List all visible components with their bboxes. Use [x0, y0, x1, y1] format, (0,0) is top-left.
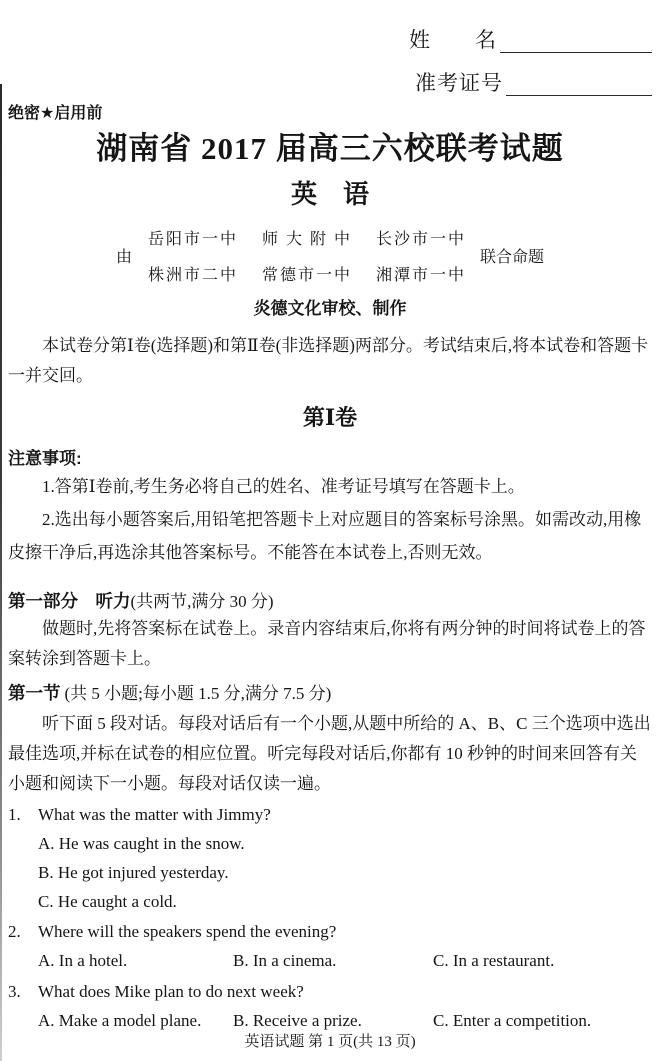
part1-heading-score: (共两节,满分 30 分) — [130, 592, 274, 611]
question-2-options — [38, 946, 652, 976]
school-name: 湘潭市一中 — [376, 267, 464, 284]
school-name: 株洲市二中 — [148, 267, 236, 284]
question-3-option-a: A. Make a model plane. — [38, 1011, 202, 1030]
part1-instructions: 做题时,先将答案标在试卷上。录音内容结束后,你将有两分钟的时间将试卷上的答案转涂到答题卡上。 — [8, 619, 646, 668]
composers-block — [0, 226, 660, 285]
question-1-option-a: A. He was caught in the snow. — [38, 834, 245, 853]
question-3-option-c: C. Enter a competition. — [433, 1011, 592, 1030]
part1-heading-title: 第一部分 听力 — [8, 591, 131, 611]
section1-heading-title: 第一节 — [8, 683, 61, 703]
school-row-2 — [148, 262, 464, 285]
question-1 — [0, 800, 660, 916]
question-number: 1. — [8, 805, 21, 824]
exam-no-input-line[interactable] — [506, 68, 652, 96]
notice-item-1: 1.答第Ⅰ卷前,考生务必将自己的姓名、准考证号填写在答题卡上。 — [42, 477, 525, 496]
question-3-options — [38, 1006, 652, 1036]
notice-title: 注意事项: — [8, 449, 82, 468]
question-1-option-c: C. He caught a cold. — [38, 892, 177, 911]
school-list — [148, 226, 464, 285]
question-3-stem — [8, 977, 652, 1006]
composers-suffix: 联合命题 — [480, 249, 545, 266]
question-3 — [0, 977, 660, 1036]
composers-prefix: 由 — [115, 249, 132, 266]
page-footer: 英语试题 第 1 页(共 13 页) — [244, 1034, 416, 1050]
section1-instructions: 听下面 5 段对话。每段对话后有一个小题,从题中所给的 A、B、C 三个选项中选出最佳选项,并标在试卷的相应位置。听完每段对话后,你都有 10 秒钟的时间来回答有关小题和阅读下一小题。每段对话仅读一遍。 — [8, 714, 651, 793]
school-name: 师大附中 — [262, 231, 350, 248]
school-name: 长沙市一中 — [376, 231, 464, 248]
part1-heading — [0, 589, 660, 614]
intro-paragraph: 本试卷分第Ⅰ卷(选择题)和第Ⅱ卷(非选择题)两部分。考试结束后,将本试卷和答题卡一并交回。 — [8, 336, 649, 385]
school-name: 岳阳市一中 — [148, 231, 236, 248]
question-number: 3. — [8, 982, 21, 1001]
question-text: What was the matter with Jimmy? — [38, 805, 271, 824]
name-input-line[interactable] — [500, 25, 652, 53]
question-1-option-b: B. He got injured yesterday. — [38, 863, 229, 882]
secrecy-notice: 绝密★启用前 — [8, 105, 103, 122]
question-1-stem — [8, 800, 652, 829]
exam-title: 湖南省 2017 届高三六校联考试题 — [96, 131, 564, 166]
exam-no-field-row — [0, 53, 660, 96]
section1-heading-score: (共 5 小题;每小题 1.5 分,满分 7.5 分) — [64, 684, 332, 703]
scan-edge-line — [0, 84, 2, 1061]
school-name: 常德市一中 — [262, 267, 350, 284]
question-2-option-c: C. In a restaurant. — [433, 951, 555, 970]
candidate-fields — [0, 0, 660, 96]
question-2 — [0, 917, 660, 976]
name-label: 姓 名 — [409, 28, 497, 52]
name-field-row — [0, 10, 660, 53]
question-text: What does Mike plan to do next week? — [38, 982, 304, 1001]
school-row-1 — [148, 226, 464, 249]
question-number: 2. — [8, 922, 21, 941]
question-2-stem — [8, 917, 652, 946]
volume-title: 第Ⅰ卷 — [302, 405, 358, 430]
section1-heading — [0, 678, 660, 709]
producer-line: 炎德文化审校、制作 — [253, 299, 407, 318]
question-3-option-b: B. Receive a prize. — [233, 1011, 362, 1030]
question-text: Where will the speakers spend the evening? — [38, 922, 337, 941]
question-2-option-b: B. In a cinema. — [233, 951, 337, 970]
exam-no-label: 准考证号 — [415, 71, 503, 95]
question-2-option-a: A. In a hotel. — [38, 951, 128, 970]
subject-title: 英 语 — [290, 179, 369, 209]
notice-item-2: 2.选出每小题答案后,用铅笔把答题卡上对应题目的答案标号涂黑。如需改动,用橡皮擦干净后,再选涂其他答案标号。不能答在本试卷上,否则无效。 — [8, 510, 642, 562]
